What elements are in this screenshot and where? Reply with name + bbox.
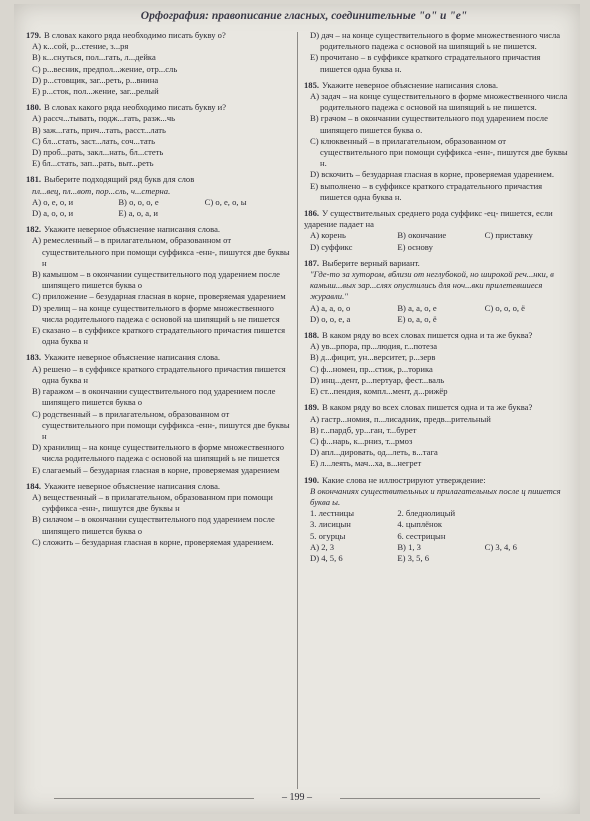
- answer-option: Е) р...сток, пол...жение, заг...релый: [32, 86, 159, 97]
- answer-option: D) р...стовщик, заг...реть, р...внина: [32, 74, 159, 85]
- question-text: [304, 402, 572, 413]
- answer-option: Е) слагаемый – безударная гласная в корне, проверяемая ударением: [32, 464, 280, 475]
- answer-option: С) родственный – в прилагательном, образованном от существительного при помощи суффикса -енн-, пишутся две буквы н: [32, 408, 290, 441]
- answer-option: А) решено – в суффиксе краткого страдательного причастия пишется одна буква н: [32, 363, 286, 385]
- answer-option: В) силачом – в окончании существительного под ударением после шипящего пишется буква о: [32, 514, 275, 536]
- answer-option: В) заж...гать, прич...тать, расст...лать: [32, 124, 166, 135]
- answer-option: С) ф...номен, пр...стиж, р...торика: [310, 363, 433, 374]
- question-text: [304, 208, 572, 230]
- question-prompt: Укажите неверное объяснение написания слова.: [322, 79, 499, 90]
- left-column: [26, 30, 291, 553]
- answer-row: [304, 519, 572, 530]
- question-text: [304, 330, 572, 341]
- question-number: 181.: [26, 174, 42, 185]
- textbook-page: [14, 4, 580, 814]
- right-column: [304, 30, 572, 569]
- answer-option: [485, 508, 572, 519]
- question-text: [26, 481, 291, 492]
- answer-row: [304, 531, 572, 542]
- answer-option: А) ув...рпора, пр...людия, г...потеза: [310, 341, 438, 352]
- question-text: [304, 258, 572, 269]
- answer-option: D) проб...рать, закл...нать, бл...стеть: [32, 147, 164, 158]
- page-footer: [14, 792, 580, 803]
- page-header: Орфография: правописание гласных, соединительные "о" и "е": [140, 10, 468, 22]
- answer-option: 3. лисицын: [310, 519, 351, 530]
- question-block: [304, 258, 572, 325]
- answer-option: С) бл...стать, заст...лать, соч...тать: [32, 135, 156, 146]
- answer-option: D) апл...дировать, од...леть, в...тага: [310, 447, 438, 458]
- answer-option: [205, 208, 291, 219]
- answer-row: [304, 242, 572, 253]
- answer-option: 2. бледнолицый: [397, 508, 456, 519]
- question-block: [304, 80, 572, 203]
- answer-option: А) гастр...номия, п...лисадник, предв...рительный: [310, 413, 491, 424]
- question-text: [26, 30, 291, 41]
- answer-option: С) приложение – безударная гласная в корне, проверяемая ударением: [32, 291, 286, 302]
- question-block: [304, 475, 572, 565]
- question-prompt: В словах какого ряда необходимо писать букву и?: [44, 102, 227, 113]
- answer-row: [304, 303, 572, 314]
- question-prompt: Укажите неверное объяснение написания слова.: [44, 480, 221, 491]
- answer-option: 1. лестницы: [310, 508, 355, 519]
- answer-option: [485, 314, 572, 325]
- question-block: [304, 208, 572, 253]
- question-number: 183.: [26, 352, 42, 363]
- answer-option: В) грачом – в окончании существительного под ударением после шипящего пишется буква о.: [310, 113, 548, 135]
- question-text: [304, 80, 572, 91]
- question-quote: В окончаниях существительных и прилагательных после ц пишется буква ы.: [310, 485, 561, 507]
- answer-option: В) гаражом – в окончании существительного под ударением после шипящего пишется буква о: [32, 386, 276, 408]
- question-block: [304, 30, 572, 75]
- answer-option: 6. сестрицын: [397, 530, 446, 541]
- question-number: 180.: [26, 102, 42, 113]
- answer-option: [485, 519, 572, 530]
- answer-option: А) 2, 3: [310, 541, 335, 552]
- question-prompt: Выберите верный вариант.: [322, 257, 420, 268]
- answer-option: В) 1, 3: [397, 541, 421, 552]
- answer-option: Е) основу: [397, 241, 433, 252]
- answer-row: [26, 197, 291, 208]
- answer-option: D) 4, 5, 6: [310, 552, 343, 563]
- answer-option: D) инц...дент, р...пертуар, фест...валь: [310, 374, 445, 385]
- answer-option: С) ф...нарь, к...рниз, т...рмоз: [310, 435, 413, 446]
- question-prompt: Выберите подходящий ряд букв для слов: [44, 174, 195, 185]
- question-block: [26, 481, 291, 548]
- answer-option: Е) а, о, а, и: [118, 208, 159, 219]
- answer-option: В) а, а, о, е: [397, 302, 437, 313]
- answer-option: D) суффикс: [310, 241, 353, 252]
- question-block: [26, 224, 291, 347]
- question-prompt: В словах какого ряда необходимо писать букву о?: [44, 30, 226, 40]
- answer-option: Е) л...леять, мач...ха, в...негрет: [310, 458, 422, 469]
- question-number: 186.: [304, 208, 320, 219]
- column-divider: [297, 32, 298, 789]
- question-text: [304, 475, 572, 486]
- question-text: [26, 352, 291, 363]
- question-block: [304, 402, 572, 469]
- question-quote: пл...вец, пл...вот, пор...сль, ч...стерна.: [32, 185, 171, 196]
- question-number: 187.: [304, 257, 320, 268]
- answer-option: С) приставку: [484, 230, 533, 241]
- question-text: [26, 102, 291, 113]
- answer-option: А) рассч...тывать, подж...гать, разж...чь: [32, 113, 176, 124]
- answer-row: [304, 553, 572, 564]
- answer-option: С) клюквенный – в прилагательном, образованном от существительного при помощи суффикса -енн-, пишутся две буквы н.: [310, 135, 568, 169]
- question-number: 179.: [26, 30, 42, 40]
- page-number: – 199 –: [282, 792, 312, 803]
- answer-option: В) к...снуться, пол...гать, л...дейка: [32, 52, 156, 63]
- answer-option: D) вскочить – безударная гласная в корне, проверяемая ударением.: [310, 169, 554, 180]
- question-block: [26, 30, 291, 97]
- answer-option: С) 3, 4, 6: [484, 541, 517, 552]
- answer-option: А) о, е, о, и: [32, 196, 74, 207]
- question-number: 188.: [304, 330, 320, 341]
- answer-option: Е) 3, 5, 6: [397, 552, 430, 563]
- answer-option: А) задач – на конце существительного в форме множественного числа родительного падежа с основой на шипящий ь не пишется.: [310, 91, 568, 113]
- answer-option: D) хранилищ – на конце существительного в форме множественного числа родительного падежа с основой на шипящий ь не пишется: [32, 442, 285, 464]
- answer-option: 4. цыплёнок: [397, 519, 443, 530]
- answer-option: [485, 531, 572, 542]
- question-number: 185.: [304, 79, 320, 90]
- answer-option: [485, 242, 572, 253]
- answer-option: С) о, е, о, ы: [204, 196, 247, 207]
- question-block: [26, 352, 291, 475]
- answer-option: А) ремесленный – в прилагательном, образованном от существительного при помощи суффикса -енн-, пишутся две буквы н: [32, 235, 290, 268]
- question-prompt: В каком ряду во всех словах пишется одна и та же буква?: [322, 330, 533, 341]
- answer-option: В) о, о, о, е: [118, 196, 159, 207]
- answer-option: В) окончание: [397, 230, 447, 241]
- answer-row: [304, 314, 572, 325]
- answer-option: D) зрелищ – на конце существительного в форме множественного числа родительного падежа с основой на шипящий ь не пишется: [32, 302, 280, 324]
- answer-option: [485, 553, 572, 564]
- answer-option: В) д...фицит, ун...верситет, р...зерв: [310, 352, 436, 363]
- answer-option: С) р...весник, предпол...жение, отр...сль: [32, 63, 178, 74]
- answer-option: А) вещественный – в прилагательном, образованном при помощи суффикса -енн-, пишутся две буквы н: [32, 491, 273, 514]
- answer-row: [304, 508, 572, 519]
- answer-option: Е) ст...пендия, компл...мент, д...рижёр: [310, 386, 448, 397]
- question-text: [26, 224, 291, 235]
- question-number: 189.: [304, 402, 320, 413]
- question-block: [304, 330, 572, 397]
- answer-option: Е) прочитано – в суффиксе краткого страдательного причастия пишется одна буква н.: [310, 52, 541, 74]
- question-block: [26, 174, 291, 219]
- answer-option: В) камышом – в окончании существительного под ударением после шипящего пишется буква о: [32, 269, 280, 291]
- answer-option: А) а, а, о, о: [310, 302, 351, 313]
- question-prompt: У существительных среднего рода суффикс -ец- пишется, если ударение падает на: [304, 208, 553, 230]
- question-prompt: Какие слова не иллюстрируют утверждение:: [322, 474, 486, 485]
- answer-option: Е) о, а, о, ё: [397, 313, 437, 324]
- answer-option: D) о, о, е, а: [310, 313, 351, 324]
- question-block: [26, 102, 291, 169]
- question-text: [26, 174, 291, 185]
- question-number: 184.: [26, 480, 42, 491]
- answer-row: [26, 208, 291, 219]
- answer-option: Е) выполнено – в суффиксе краткого страдательного причастия пишется одна буква н.: [310, 180, 543, 202]
- answer-option: Е) бл...стать, зап...рать, выт...реть: [32, 158, 154, 169]
- answer-row: [304, 230, 572, 241]
- question-number: 190.: [304, 474, 320, 485]
- answer-row: [304, 542, 572, 553]
- answer-option: С) о, о, о, ё: [484, 302, 525, 313]
- answer-option: Е) сказано – в суффиксе краткого страдательного причастия пишется одна буква н: [32, 325, 286, 347]
- question-prompt: Укажите неверное объяснение написания слова.: [44, 352, 221, 363]
- answer-option: А) к...сой, р...стение, з...ря: [32, 41, 129, 52]
- answer-option: D) дач – на конце существительного в форме множественного числа родительного падежа с основой на шипящий ь не пишется.: [310, 30, 561, 52]
- answer-option: D) а, о, о, и: [32, 208, 74, 219]
- question-prompt: В каком ряду во всех словах пишется одна и та же буква?: [322, 402, 533, 413]
- answer-option: С) сложить – безударная гласная в корне, проверяемая ударением.: [32, 536, 274, 547]
- question-quote: "Где-то за хутором, вблизи от неглубокой, но широкой реч...нки, в камыш...вых зар...слях опустились для ноч...вки прилетевшиеся журавли.": [310, 269, 554, 302]
- question-number: 182.: [26, 224, 42, 235]
- answer-option: 5. огурцы: [310, 530, 346, 541]
- answer-option: В) г...пардб, ур...ган, т...бурет: [310, 424, 417, 435]
- question-prompt: Укажите неверное объяснение написания слова.: [44, 224, 221, 235]
- answer-option: А) корень: [310, 230, 346, 241]
